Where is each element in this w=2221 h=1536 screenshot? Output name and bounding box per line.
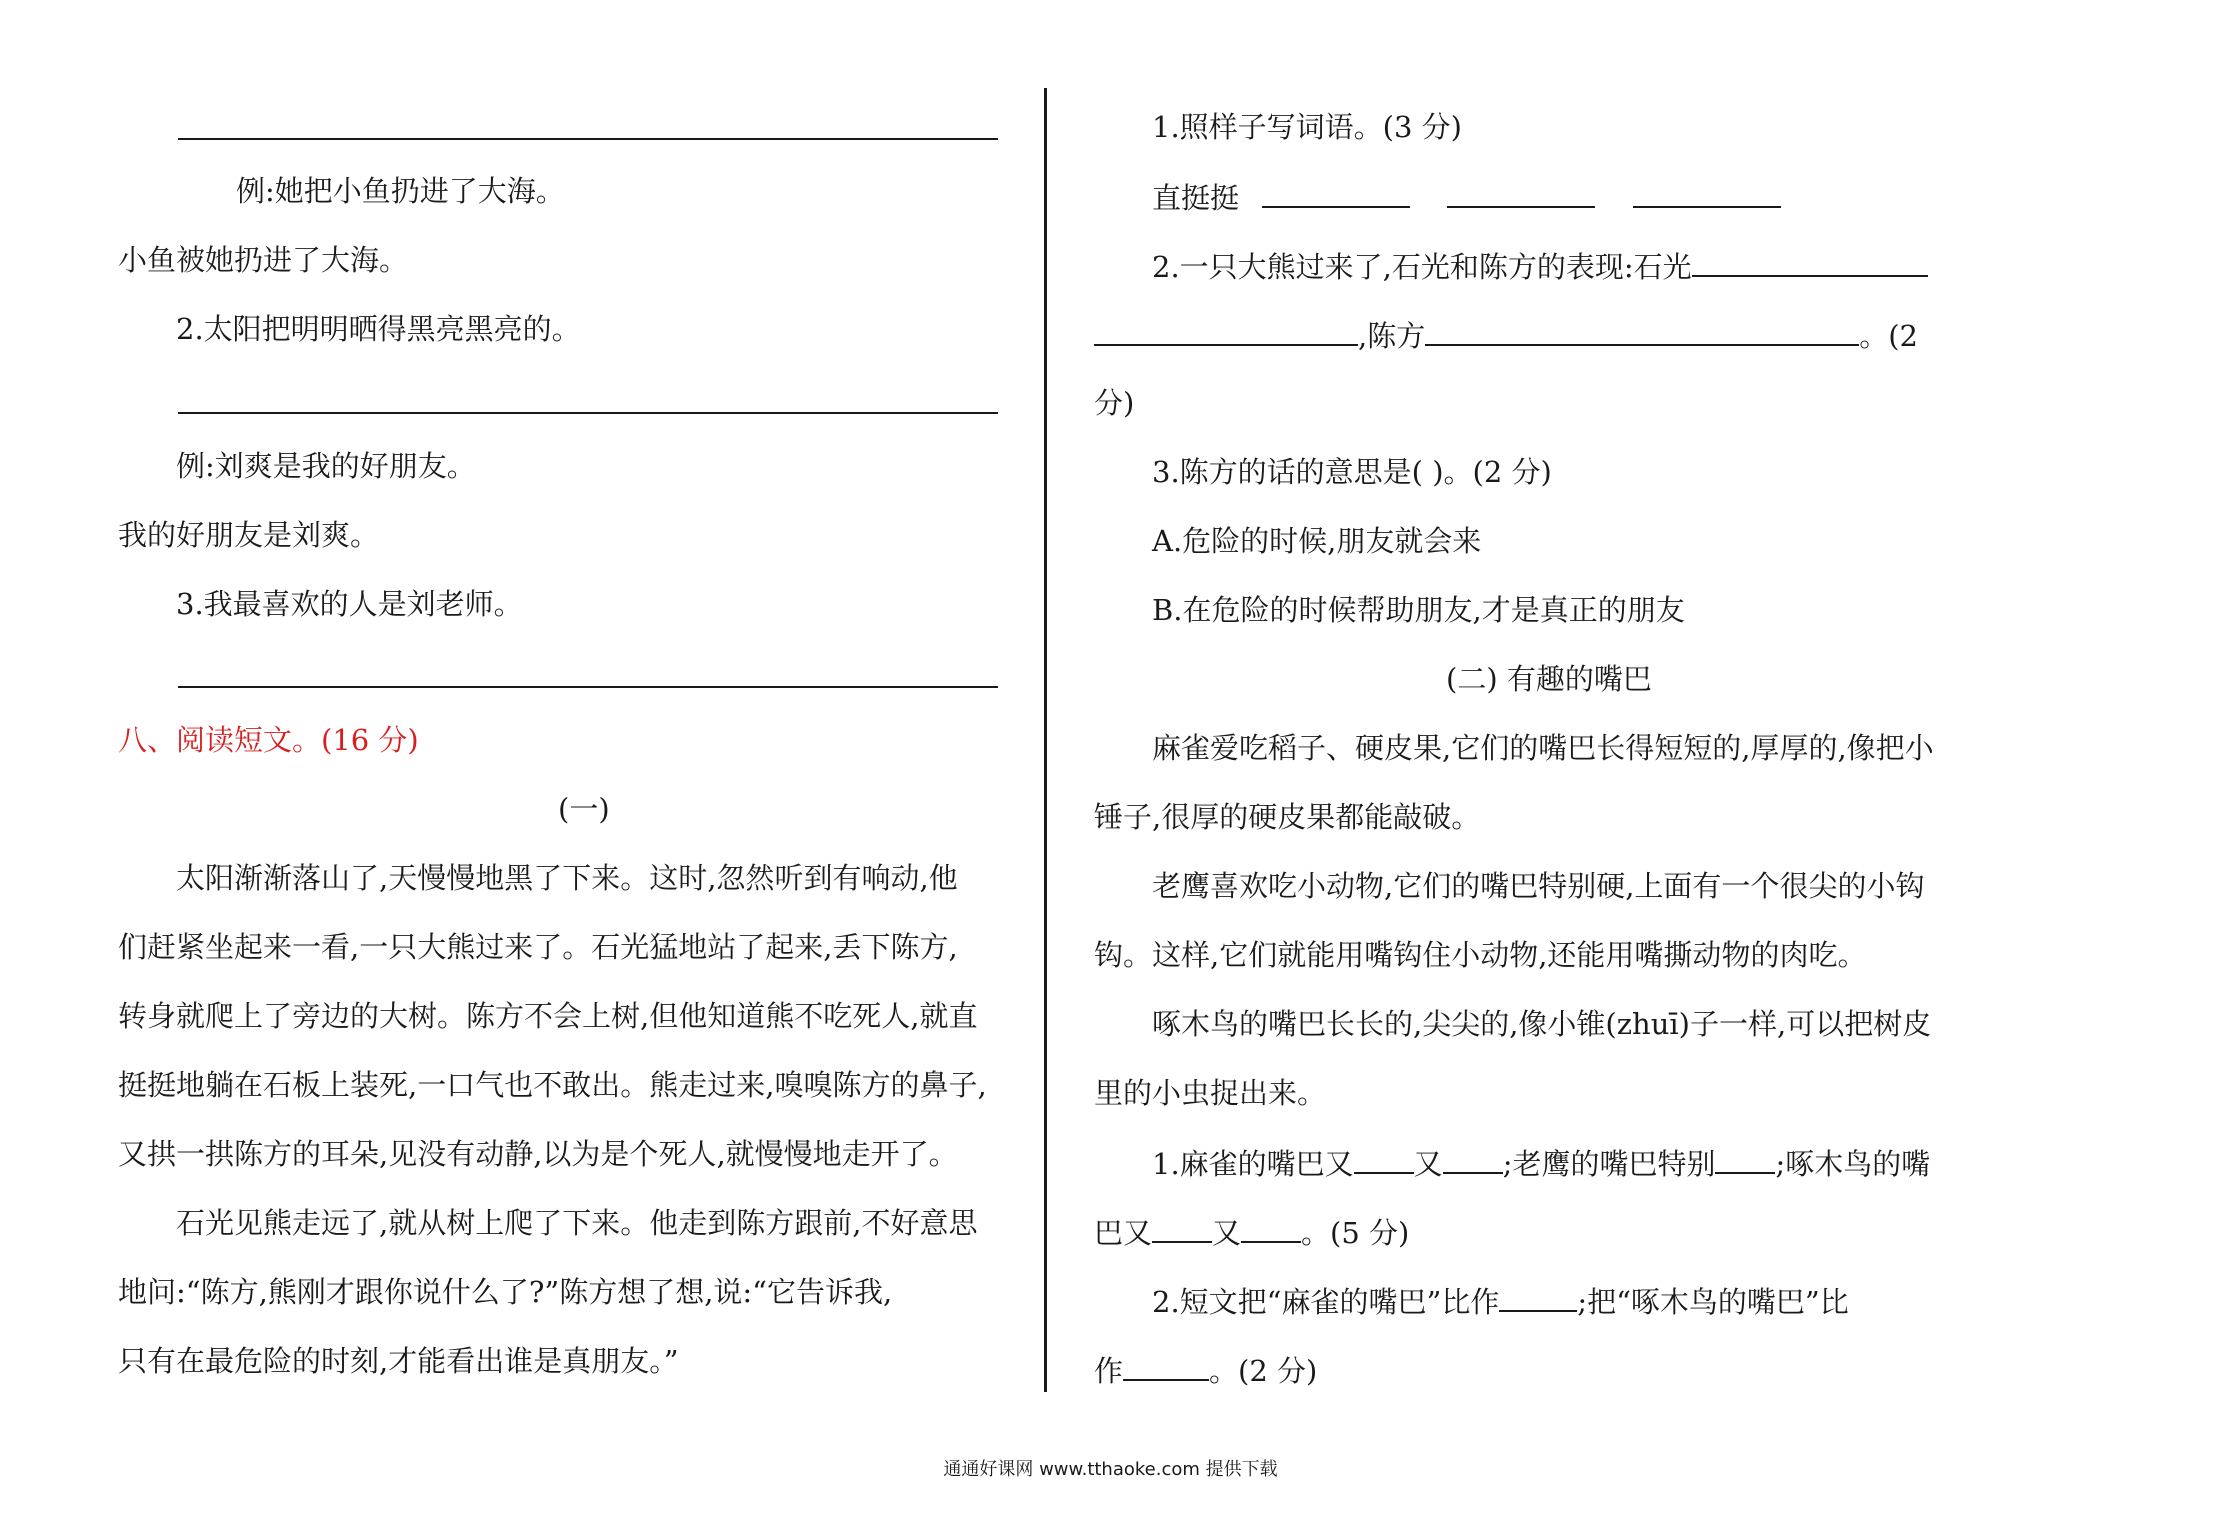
answer-blank[interactable]: [1499, 1280, 1577, 1312]
question-text: 。(5 分): [1301, 1216, 1410, 1250]
answer-blank[interactable]: [1094, 314, 1358, 346]
answer-blank[interactable]: [1152, 1211, 1212, 1243]
right-question-2-end: 分): [1094, 386, 1135, 420]
passage-2-line: 锤子,很厚的硬皮果都能敲破。: [1094, 800, 1481, 834]
passage-1-line: 太阳渐渐落山了,天慢慢地黑了下来。这时,忽然听到有响动,他: [176, 861, 958, 895]
example-2-answer: 我的好朋友是刘爽。: [118, 518, 380, 552]
option-a: A.危险的时候,朋友就会来: [1152, 524, 1482, 558]
question-text: 。(2 分): [1209, 1354, 1318, 1388]
passage-2-line: 啄木鸟的嘴巴长长的,尖尖的,像小锥(zhuī)子一样,可以把树皮: [1152, 1007, 1932, 1041]
section-heading: 八、阅读短文。(16 分): [118, 723, 419, 757]
question-2: 2.太阳把明明晒得黑亮黑亮的。: [176, 312, 581, 346]
passage-2-line: 里的小虫捉出来。: [1094, 1076, 1327, 1110]
passage-1-line: 地问:“陈方,熊刚才跟你说什么了?”陈方想了想,说:“它告诉我,: [118, 1275, 893, 1309]
passage-2-question-2: [1152, 1280, 1849, 1322]
answer-blank[interactable]: [1443, 1142, 1503, 1174]
column-divider: [1044, 88, 1047, 1392]
passage-1-line: 们赶紧坐起来一看,一只大熊过来了。石光猛地站了起来,丢下陈方,: [118, 930, 958, 964]
question-text: 又: [1212, 1216, 1242, 1250]
passage-2-question-1-cont: [1094, 1211, 1409, 1253]
passage-2-line: 老鹰喜欢吃小动物,它们的嘴巴特别硬,上面有一个很尖的小钩: [1152, 869, 1925, 903]
right-question-2: [1152, 245, 1928, 287]
question-text: 2.一只大熊过来了,石光和陈方的表现:石光: [1152, 250, 1692, 284]
word-blank[interactable]: [1633, 176, 1781, 208]
answer-blank[interactable]: [1241, 1211, 1301, 1243]
right-question-1-example: [1152, 176, 1781, 218]
question-text: 1.麻雀的嘴巴又: [1152, 1147, 1354, 1181]
question-3: 3.我最喜欢的人是刘老师。: [176, 587, 523, 621]
word-blank[interactable]: [1262, 176, 1410, 208]
answer-blank[interactable]: [1425, 314, 1859, 346]
answer-blank[interactable]: [1354, 1142, 1414, 1174]
example-1-answer: 小鱼被她扔进了大海。: [118, 243, 409, 277]
passage-1-line: 挺挺地躺在石板上装死,一口气也不敢出。熊走过来,嗅嗅陈方的鼻子,: [118, 1068, 987, 1102]
passage-1-line: 石光见熊走远了,就从树上爬了下来。他走到陈方跟前,不好意思: [176, 1206, 978, 1240]
question-text: ;把“啄木鸟的嘴巴”比: [1577, 1285, 1849, 1319]
question-text: 作: [1094, 1354, 1124, 1388]
right-question-3: 3.陈方的话的意思是( )。(2 分): [1152, 455, 1552, 489]
answer-line-3: [178, 686, 998, 688]
question-text: ;啄木鸟的嘴: [1775, 1147, 1931, 1181]
example-1: 例:她把小鱼扔进了大海。: [236, 174, 565, 208]
passage-1-line: 又拱一拱陈方的耳朵,见没有动静,以为是个死人,就慢慢地走开了。: [118, 1137, 958, 1171]
answer-blank[interactable]: [1123, 1349, 1209, 1381]
example-word: 直挺挺: [1152, 181, 1240, 215]
question-text: 2.短文把“麻雀的嘴巴”比作: [1152, 1285, 1500, 1319]
question-text: ;老鹰的嘴巴特别: [1502, 1147, 1716, 1181]
question-text: 。(2: [1859, 319, 1918, 353]
question-text: ,陈方: [1358, 319, 1426, 353]
option-b: B.在危险的时候帮助朋友,才是真正的朋友: [1152, 593, 1685, 627]
passage-2-question-2-cont: [1094, 1349, 1317, 1391]
passage-1-line: 只有在最危险的时刻,才能看出谁是真朋友。”: [118, 1344, 679, 1378]
passage-1-line: 转身就爬上了旁边的大树。陈方不会上树,但他知道熊不吃死人,就直: [118, 999, 978, 1033]
answer-blank[interactable]: [1715, 1142, 1775, 1174]
word-blank[interactable]: [1447, 176, 1595, 208]
answer-line-2: [178, 412, 998, 414]
passage-2-title: (二) 有趣的嘴巴: [1446, 662, 1652, 696]
answer-line-1: [178, 138, 998, 140]
passage-1-title: (一): [558, 792, 610, 826]
passage-2-line: 钩。这样,它们就能用嘴钩住小动物,还能用嘴撕动物的肉吃。: [1094, 938, 1867, 972]
right-question-2-cont: [1094, 314, 1918, 356]
footer: 通通好课网 www.tthaoke.com 提供下载: [943, 1459, 1278, 1480]
example-2: 例:刘爽是我的好朋友。: [176, 449, 476, 483]
answer-blank[interactable]: [1692, 245, 1928, 277]
passage-2-question-1: [1152, 1142, 1930, 1184]
passage-2-line: 麻雀爱吃稻子、硬皮果,它们的嘴巴长得短短的,厚厚的,像把小: [1152, 731, 1934, 765]
question-text: 又: [1413, 1147, 1443, 1181]
question-text: 巴又: [1094, 1216, 1153, 1250]
right-question-1: 1.照样子写词语。(3 分): [1152, 110, 1462, 144]
